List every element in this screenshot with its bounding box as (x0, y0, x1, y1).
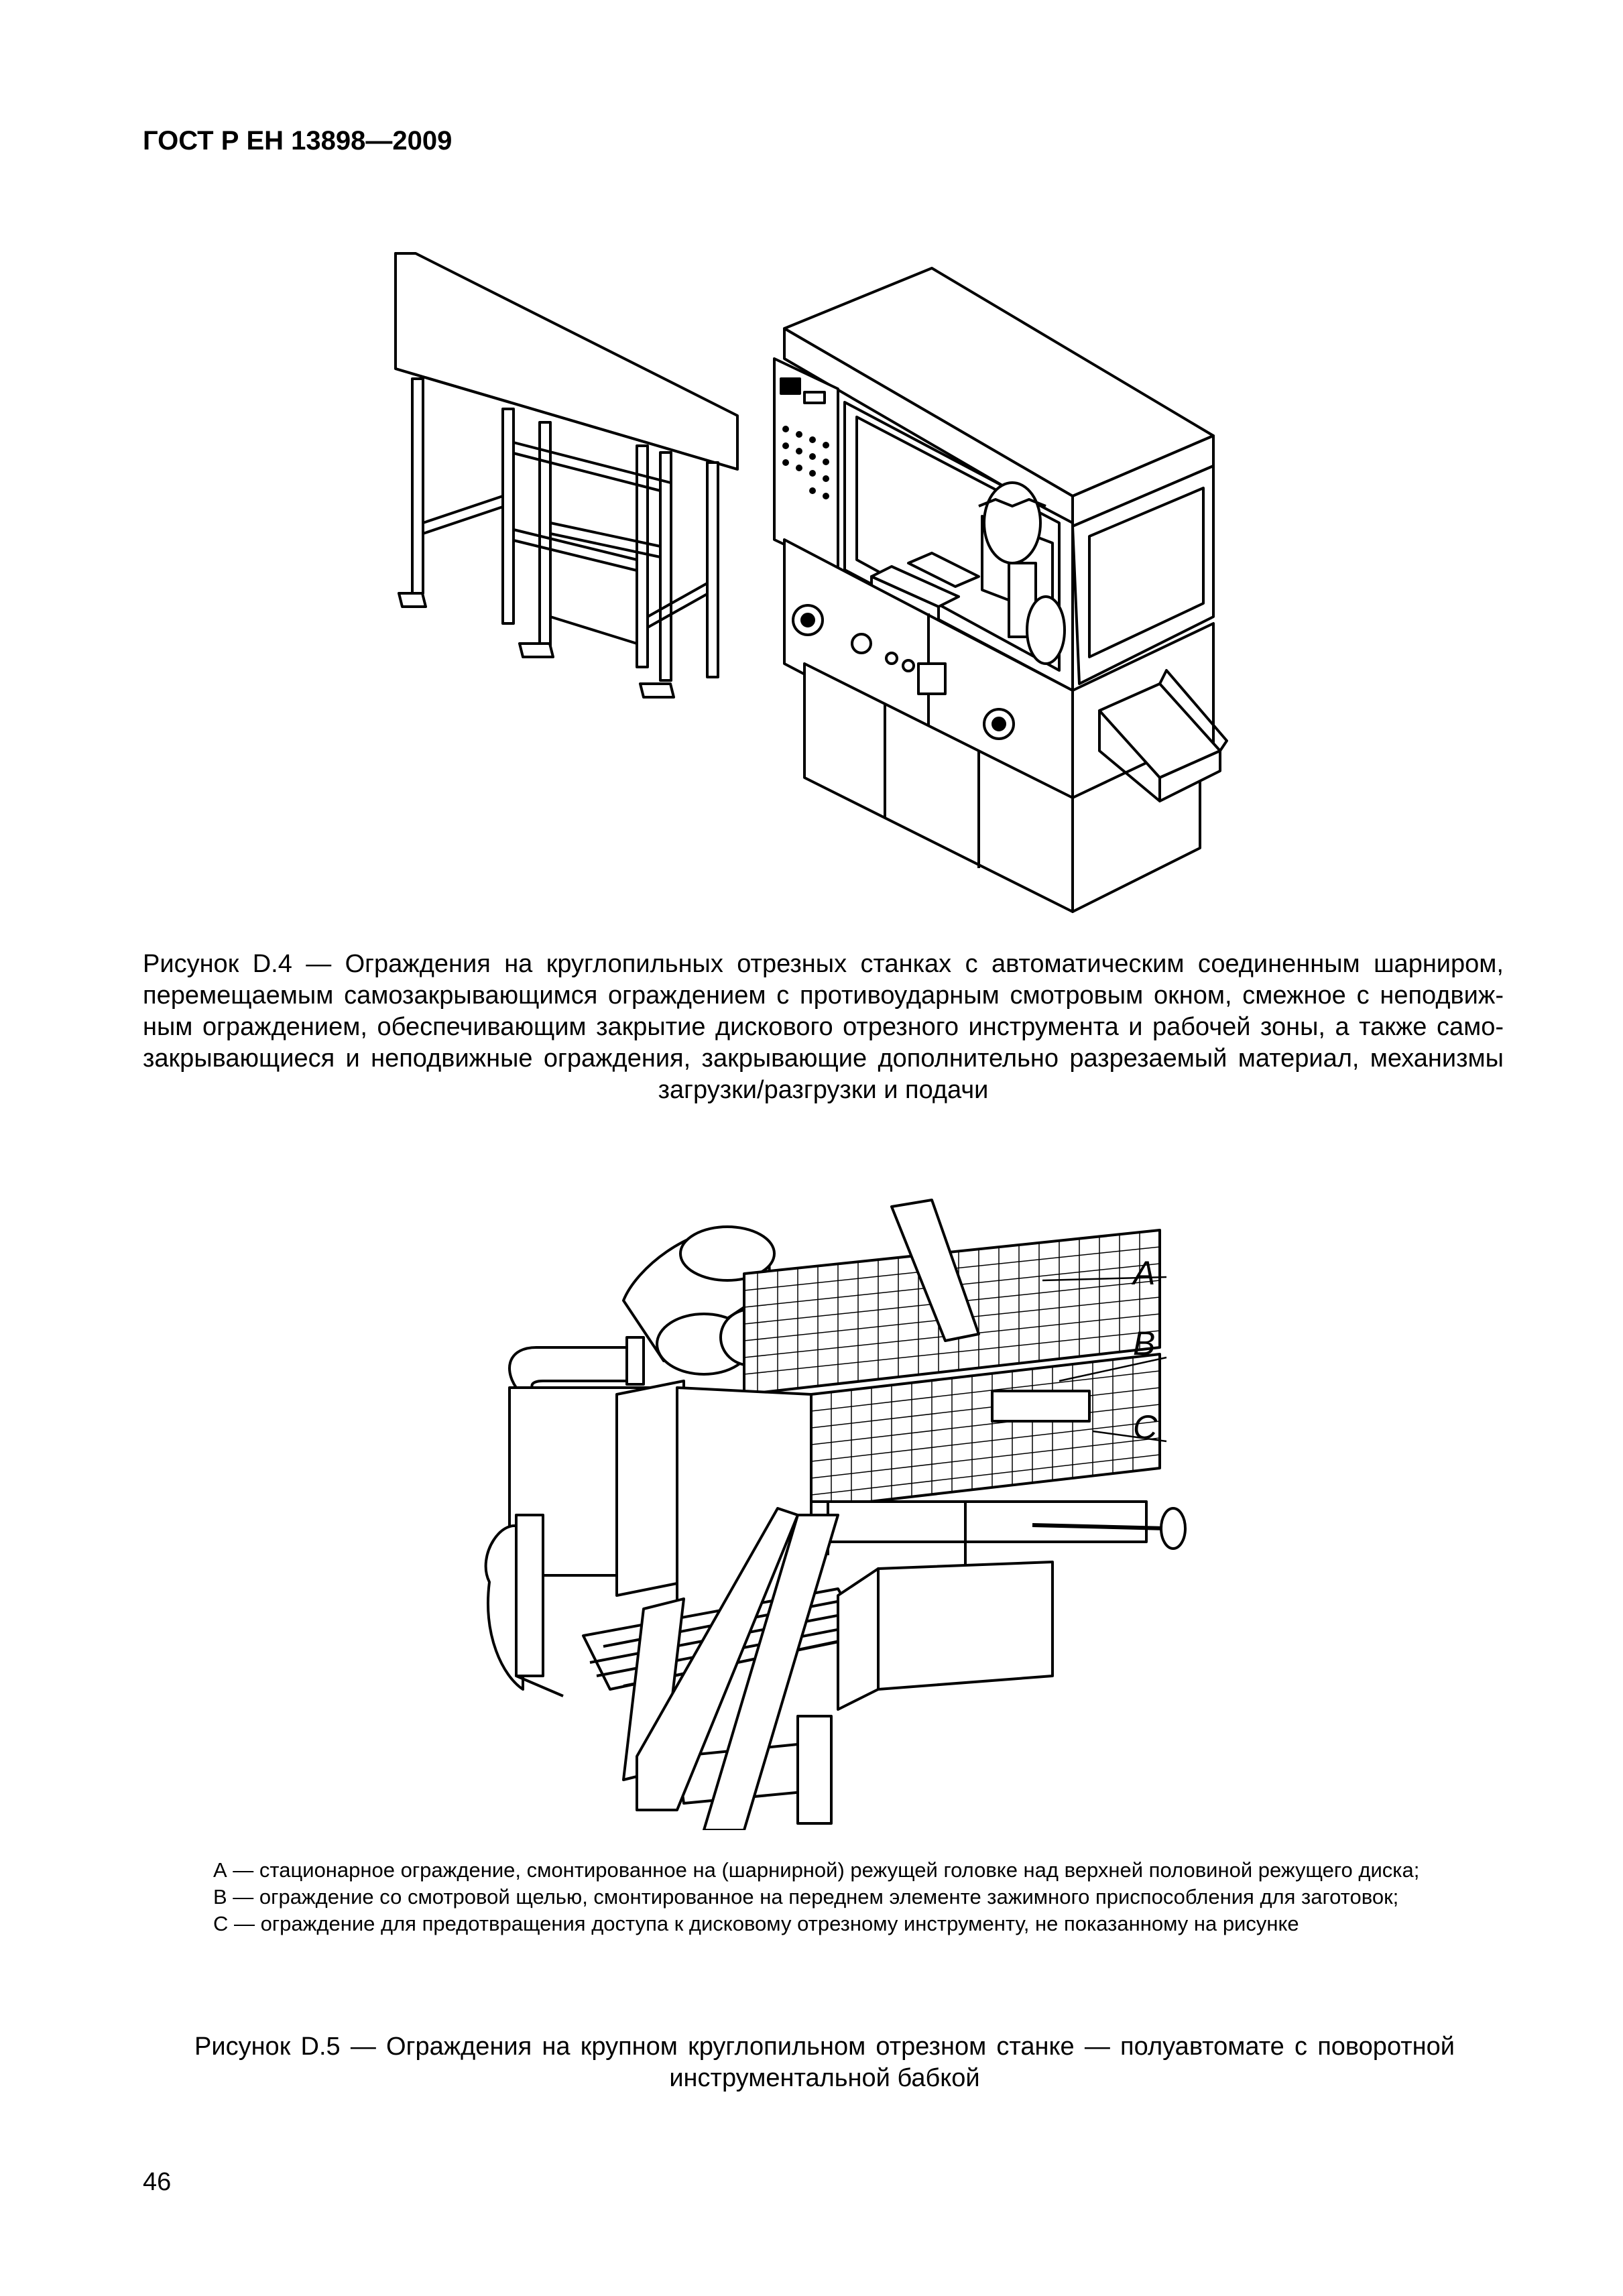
panel-display (781, 379, 800, 394)
figure-d4-caption: Рисунок D.4 — Ограждения на круглопильных отрезных станках с автоматическим соединенным шарниром, перемещаемым самозакрывающимся ограждением с противоударным смотровым окном, смежное с неподвиж-ным ограждением, обеспечивающим закрытие дискового отрезного инструмента и рабочей зоны, а также само-закрывающиеся и неподвижные ограждения, закрывающие дополнительно разрезаемый материал, механизмы загрузки/разгрузки и подачи (143, 950, 1504, 1104)
figure-d5-drawing (463, 1166, 1207, 1830)
legend-item-b: В — ограждение со смотровой щелью, смонтированное на переднем элементе зажимного приспособления для заготовок; (213, 1885, 1399, 1909)
page-number: 46 (143, 2168, 172, 2196)
figure-d5-legend (143, 1857, 1504, 1937)
workpiece-coil (509, 1347, 630, 1391)
label-a: A (1133, 1254, 1156, 1292)
legend-item-a: А — стационарное ограждение, смонтированное на (шарнирной) режущей головке над верхней половиной режущего диска; (213, 1858, 1420, 1882)
figure-d4-drawing (375, 241, 1247, 918)
saw-blade (984, 483, 1040, 563)
figure-d5-caption: Рисунок D.5 — Ограждения на крупном круглопильном отрезном станке — полуавтомате с поворотной инструментальной бабкой (194, 2033, 1455, 2092)
legend-item-c: С — ограждение для предотвращения доступа к дисковому отрезному инструменту, не показанному на рисунке (213, 1912, 1299, 1935)
label-c: C (1133, 1408, 1158, 1446)
document-code: ГОСТ Р ЕН 13898—2009 (143, 126, 453, 156)
feed-table-top (396, 253, 737, 469)
viewing-slot (992, 1391, 1089, 1421)
handwheel (1161, 1508, 1185, 1549)
label-b: B (1133, 1325, 1156, 1362)
